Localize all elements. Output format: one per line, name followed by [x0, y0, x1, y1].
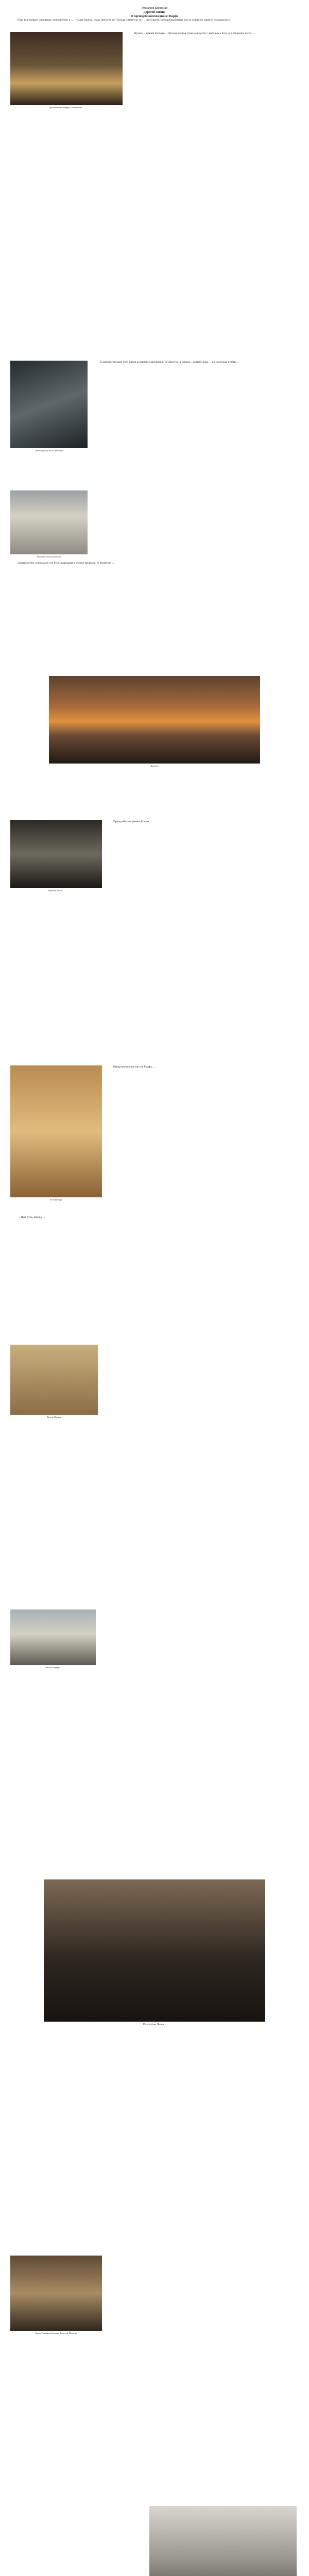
caption-4: Дивеево — [150, 765, 159, 767]
photo-6 — [10, 1065, 102, 1197]
caption-3: В начале богослужения — [37, 555, 61, 558]
article — [10, 0, 299, 19]
paragraph: Преподобная игумения Марфа… — [113, 820, 152, 823]
paragraph: Мучить – думаем Господь… Проходя первые годы молодости с любовью к Богу, она смиренно несла … — [134, 32, 255, 35]
text-block-2 — [127, 32, 299, 37]
photo-8 — [10, 1609, 96, 1665]
caption-6: Богородица — [50, 1198, 62, 1201]
photo-11 — [149, 2506, 297, 2576]
photo-2 — [10, 361, 88, 448]
photo-9 — [44, 1879, 265, 2022]
caption-7: Келия Марфы — [47, 1416, 61, 1418]
text-block-3 — [93, 361, 299, 365]
paragraph: одновременно утверждает, что Русь, вышедшая в земные привычки от Византии … — [18, 562, 115, 565]
article-header — [10, 0, 299, 19]
article-subtitle: О преподобноисповеднице Марфе — [130, 15, 179, 18]
paragraph: Иерархически настоятель Марфа … — [113, 1065, 156, 1069]
photo-3 — [10, 490, 88, 554]
caption-9: Преподобная Марфа… — [143, 2023, 166, 2025]
caption-1: Преподобная Марфа с сестрами… — [48, 106, 84, 109]
caption-5: Хоровое пение… — [47, 889, 65, 892]
paragraph: В данной ситуации этой жизни духовного сокрушения, но Христос не лишил… всякий, пока … но с весёлым отчёти … — [100, 361, 239, 364]
text-block-4 — [10, 562, 299, 566]
caption-2: Фотография того времени — [35, 449, 63, 452]
paragraph: Пока величайшее сокровище, воплощённое в … – Слава Христа, слава святости, не Господа Спасителя, не … святейшим Преподобный фанат оно не только не лишено, но возрастает… — [18, 19, 233, 22]
text-block-6 — [106, 1065, 299, 1070]
photo-7 — [10, 1345, 98, 1415]
photo-10 — [10, 2256, 102, 2331]
caption-10: Храм Тихвинской иконы Божией Матери — [35, 2332, 77, 2334]
text-block-7 — [10, 1216, 299, 1221]
photo-4 — [49, 676, 260, 764]
author: Игумения Евстолия — [141, 7, 168, 10]
caption-8: Возле Марфы — [46, 1666, 60, 1669]
paragraph: — Иди, путь, вперёд … — [18, 1216, 45, 1219]
text-block-5 — [106, 820, 299, 825]
photo-5 — [10, 820, 102, 888]
photo-1 — [10, 32, 123, 105]
article-title: Дорогой жизни. — [143, 11, 166, 14]
text-block-1 — [10, 19, 299, 23]
